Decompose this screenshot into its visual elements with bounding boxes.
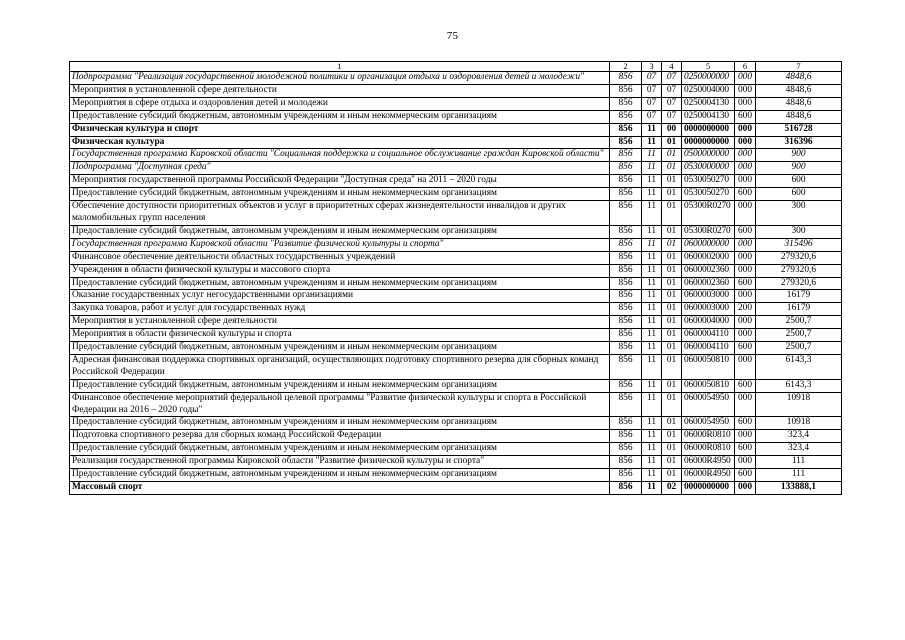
table-row xyxy=(70,354,842,379)
section-code-cell: 11 xyxy=(642,392,662,417)
target-article-cell: 0250004130 xyxy=(682,97,735,110)
row-name-cell: Учреждения в области физической культуры и массового спорта xyxy=(70,264,610,277)
table-row xyxy=(70,303,842,316)
expense-type-cell: 600 xyxy=(735,379,756,392)
target-article-cell: 0600054950 xyxy=(682,392,735,417)
subsection-code-cell: 02 xyxy=(662,482,682,495)
row-name-cell: Мероприятия в сфере отдыха и оздоровления детей и молодежи xyxy=(70,97,610,110)
expense-type-cell: 600 xyxy=(735,342,756,355)
table-row xyxy=(70,149,842,162)
subsection-code-cell: 01 xyxy=(662,392,682,417)
ministry-code-cell: 856 xyxy=(610,149,642,162)
section-code-cell: 11 xyxy=(642,201,662,226)
expense-type-cell: 000 xyxy=(735,201,756,226)
target-article-cell: 0600050810 xyxy=(682,379,735,392)
table-row xyxy=(70,456,842,469)
ministry-code-cell: 856 xyxy=(610,456,642,469)
target-article-cell: 06000R4950 xyxy=(682,469,735,482)
column-header: 7 xyxy=(756,62,842,72)
row-name-cell: Государственная программа Кировской области "Развитие физической культуры и спорта" xyxy=(70,238,610,251)
row-name-cell: Предоставление субсидий бюджетным, автономным учреждениям и иным некоммерческим организациям xyxy=(70,379,610,392)
section-code-cell: 11 xyxy=(642,443,662,456)
section-code-cell: 11 xyxy=(642,225,662,238)
table-row xyxy=(70,97,842,110)
row-name-cell: Мероприятия в области физической культуры и спорта xyxy=(70,329,610,342)
expense-type-cell: 000 xyxy=(735,482,756,495)
table-row xyxy=(70,469,842,482)
column-header: 6 xyxy=(735,62,756,72)
amount-cell: 600 xyxy=(756,188,842,201)
column-header: 2 xyxy=(610,62,642,72)
section-code-cell: 11 xyxy=(642,277,662,290)
row-name-cell: Закупка товаров, работ и услуг для государственных нужд xyxy=(70,303,610,316)
section-code-cell: 11 xyxy=(642,303,662,316)
target-article-cell: 06000R0810 xyxy=(682,443,735,456)
ministry-code-cell: 856 xyxy=(610,162,642,175)
table-row xyxy=(70,238,842,251)
table-row xyxy=(70,290,842,303)
row-name-cell: Реализация государственной программы Кировской области "Развитие физической культуры и спорта" xyxy=(70,456,610,469)
amount-cell: 323,4 xyxy=(756,443,842,456)
row-name-cell: Предоставление субсидий бюджетным, автономным учреждениям и иным некоммерческим организациям xyxy=(70,188,610,201)
row-name-cell: Подготовка спортивного резерва для сборных команд Российской Федерации xyxy=(70,430,610,443)
ministry-code-cell: 856 xyxy=(610,417,642,430)
amount-cell: 6143,3 xyxy=(756,354,842,379)
table-row xyxy=(70,379,842,392)
expense-type-cell: 600 xyxy=(735,225,756,238)
subsection-code-cell: 07 xyxy=(662,84,682,97)
expense-type-cell: 000 xyxy=(735,149,756,162)
section-code-cell: 11 xyxy=(642,162,662,175)
subsection-code-cell: 01 xyxy=(662,201,682,226)
amount-cell: 900 xyxy=(756,162,842,175)
amount-cell: 16179 xyxy=(756,290,842,303)
section-code-cell: 11 xyxy=(642,417,662,430)
row-name-cell: Предоставление субсидий бюджетным, автономным учреждениям и иным некоммерческим организациям xyxy=(70,443,610,456)
expense-type-cell: 000 xyxy=(735,329,756,342)
section-code-cell: 07 xyxy=(642,110,662,123)
expense-type-cell: 600 xyxy=(735,443,756,456)
ministry-code-cell: 856 xyxy=(610,303,642,316)
ministry-code-cell: 856 xyxy=(610,482,642,495)
section-code-cell: 07 xyxy=(642,84,662,97)
table-row xyxy=(70,417,842,430)
column-header: 3 xyxy=(642,62,662,72)
target-article-cell: 0600004110 xyxy=(682,329,735,342)
subsection-code-cell: 01 xyxy=(662,469,682,482)
amount-cell: 2500,7 xyxy=(756,316,842,329)
subsection-code-cell: 01 xyxy=(662,456,682,469)
target-article-cell: 0530050270 xyxy=(682,175,735,188)
section-code-cell: 11 xyxy=(642,290,662,303)
table-row xyxy=(70,277,842,290)
amount-cell: 300 xyxy=(756,225,842,238)
page-number: 75 xyxy=(446,30,459,42)
subsection-code-cell: 01 xyxy=(662,379,682,392)
subsection-code-cell: 01 xyxy=(662,417,682,430)
table-row xyxy=(70,188,842,201)
row-name-cell: Мероприятия государственной программы Российской Федерации "Доступная среда" на 2011 – 2020 годы xyxy=(70,175,610,188)
section-code-cell: 11 xyxy=(642,251,662,264)
ministry-code-cell: 856 xyxy=(610,72,642,85)
column-header: 4 xyxy=(662,62,682,72)
subsection-code-cell: 01 xyxy=(662,303,682,316)
subsection-code-cell: 07 xyxy=(662,97,682,110)
row-name-cell: Подпрограмма "Доступная среда" xyxy=(70,162,610,175)
expense-type-cell: 000 xyxy=(735,175,756,188)
table-row xyxy=(70,175,842,188)
section-code-cell: 11 xyxy=(642,264,662,277)
section-code-cell: 11 xyxy=(642,188,662,201)
target-article-cell: 0530050270 xyxy=(682,188,735,201)
row-name-cell: Физическая культура xyxy=(70,136,610,149)
expense-type-cell: 000 xyxy=(735,430,756,443)
amount-cell: 900 xyxy=(756,149,842,162)
ministry-code-cell: 856 xyxy=(610,238,642,251)
table-row xyxy=(70,482,842,495)
amount-cell: 6143,3 xyxy=(756,379,842,392)
ministry-code-cell: 856 xyxy=(610,430,642,443)
subsection-code-cell: 01 xyxy=(662,149,682,162)
ministry-code-cell: 856 xyxy=(610,84,642,97)
table-row xyxy=(70,329,842,342)
expense-type-cell: 000 xyxy=(735,97,756,110)
subsection-code-cell: 01 xyxy=(662,264,682,277)
amount-cell: 300 xyxy=(756,201,842,226)
subsection-code-cell: 01 xyxy=(662,342,682,355)
table-row xyxy=(70,84,842,97)
amount-cell: 323,4 xyxy=(756,430,842,443)
target-article-cell: 05300R0270 xyxy=(682,225,735,238)
table-row xyxy=(70,72,842,85)
expense-type-cell: 000 xyxy=(735,316,756,329)
ministry-code-cell: 856 xyxy=(610,277,642,290)
target-article-cell: 0500000000 xyxy=(682,149,735,162)
row-name-cell: Оказание государственных услуг негосударственными организациями xyxy=(70,290,610,303)
amount-cell: 516728 xyxy=(756,123,842,136)
section-code-cell: 11 xyxy=(642,238,662,251)
table-row xyxy=(70,201,842,226)
row-name-cell: Физическая культура и спорт xyxy=(70,123,610,136)
expense-type-cell: 000 xyxy=(735,264,756,277)
amount-cell: 4848,6 xyxy=(756,110,842,123)
ministry-code-cell: 856 xyxy=(610,264,642,277)
row-name-cell: Финансовое обеспечение деятельности областных государственных учреждений xyxy=(70,251,610,264)
subsection-code-cell: 01 xyxy=(662,430,682,443)
amount-cell: 279320,6 xyxy=(756,264,842,277)
section-code-cell: 11 xyxy=(642,136,662,149)
column-header: 5 xyxy=(682,62,735,72)
target-article-cell: 0600002000 xyxy=(682,251,735,264)
table-row xyxy=(70,251,842,264)
subsection-code-cell: 07 xyxy=(662,110,682,123)
table-row xyxy=(70,443,842,456)
amount-cell: 111 xyxy=(756,469,842,482)
amount-cell: 10918 xyxy=(756,392,842,417)
section-code-cell: 11 xyxy=(642,469,662,482)
section-code-cell: 11 xyxy=(642,379,662,392)
ministry-code-cell: 856 xyxy=(610,123,642,136)
table-row xyxy=(70,316,842,329)
ministry-code-cell: 856 xyxy=(610,97,642,110)
expense-type-cell: 000 xyxy=(735,162,756,175)
target-article-cell: 0600054950 xyxy=(682,417,735,430)
subsection-code-cell: 01 xyxy=(662,175,682,188)
amount-cell: 316396 xyxy=(756,136,842,149)
amount-cell: 16179 xyxy=(756,303,842,316)
ministry-code-cell: 856 xyxy=(610,110,642,123)
target-article-cell: 0600050810 xyxy=(682,354,735,379)
subsection-code-cell: 01 xyxy=(662,162,682,175)
ministry-code-cell: 856 xyxy=(610,251,642,264)
expense-type-cell: 000 xyxy=(735,136,756,149)
column-header: 1 xyxy=(70,62,610,72)
target-article-cell: 0000000000 xyxy=(682,123,735,136)
section-code-cell: 11 xyxy=(642,316,662,329)
target-article-cell: 0600004110 xyxy=(682,342,735,355)
table-row xyxy=(70,264,842,277)
amount-cell: 279320,6 xyxy=(756,277,842,290)
row-name-cell: Финансовое обеспечение мероприятий федеральной целевой программы "Развитие физической культуры и спорта в Российской Федерации на 2016 – 2020 годы" xyxy=(70,392,610,417)
table-row xyxy=(70,123,842,136)
amount-cell: 2500,7 xyxy=(756,329,842,342)
row-name-cell: Предоставление субсидий бюджетным, автономным учреждениям и иным некоммерческим организациям xyxy=(70,342,610,355)
row-name-cell: Массовый спорт xyxy=(70,482,610,495)
section-code-cell: 11 xyxy=(642,149,662,162)
ministry-code-cell: 856 xyxy=(610,175,642,188)
target-article-cell: 0250004130 xyxy=(682,110,735,123)
section-code-cell: 11 xyxy=(642,430,662,443)
row-name-cell: Предоставление субсидий бюджетным, автономным учреждениям и иным некоммерческим организациям xyxy=(70,110,610,123)
ministry-code-cell: 856 xyxy=(610,201,642,226)
section-code-cell: 11 xyxy=(642,456,662,469)
target-article-cell: 0250004000 xyxy=(682,84,735,97)
target-article-cell: 0600002360 xyxy=(682,264,735,277)
amount-cell: 600 xyxy=(756,175,842,188)
expense-type-cell: 000 xyxy=(735,238,756,251)
expense-type-cell: 000 xyxy=(735,290,756,303)
target-article-cell: 0000000000 xyxy=(682,136,735,149)
section-code-cell: 11 xyxy=(642,175,662,188)
target-article-cell: 06000R4950 xyxy=(682,456,735,469)
table-body xyxy=(70,62,842,495)
target-article-cell: 0600000000 xyxy=(682,238,735,251)
row-name-cell: Подпрограмма "Реализация государственной молодежной политики и организация отдыха и оздоровления детей и молодежи" xyxy=(70,72,610,85)
subsection-code-cell: 01 xyxy=(662,251,682,264)
amount-cell: 4848,6 xyxy=(756,72,842,85)
ministry-code-cell: 856 xyxy=(610,225,642,238)
amount-cell: 133888,1 xyxy=(756,482,842,495)
expense-type-cell: 000 xyxy=(735,251,756,264)
ministry-code-cell: 856 xyxy=(610,392,642,417)
subsection-code-cell: 01 xyxy=(662,277,682,290)
amount-cell: 279320,6 xyxy=(756,251,842,264)
amount-cell: 10918 xyxy=(756,417,842,430)
subsection-code-cell: 01 xyxy=(662,443,682,456)
expense-type-cell: 600 xyxy=(735,277,756,290)
subsection-code-cell: 01 xyxy=(662,136,682,149)
row-name-cell: Предоставление субсидий бюджетным, автономным учреждениям и иным некоммерческим организациям xyxy=(70,469,610,482)
expense-type-cell: 000 xyxy=(735,84,756,97)
ministry-code-cell: 856 xyxy=(610,342,642,355)
table-row xyxy=(70,162,842,175)
amount-cell: 4848,6 xyxy=(756,97,842,110)
subsection-code-cell: 01 xyxy=(662,354,682,379)
section-code-cell: 11 xyxy=(642,354,662,379)
column-header-row xyxy=(70,62,842,72)
target-article-cell: 0000000000 xyxy=(682,482,735,495)
row-name-cell: Мероприятия в установленной сфере деятельности xyxy=(70,316,610,329)
subsection-code-cell: 01 xyxy=(662,290,682,303)
expense-type-cell: 000 xyxy=(735,354,756,379)
target-article-cell: 0600003000 xyxy=(682,290,735,303)
amount-cell: 315496 xyxy=(756,238,842,251)
expense-type-cell: 600 xyxy=(735,417,756,430)
expense-type-cell: 600 xyxy=(735,110,756,123)
table-row xyxy=(70,392,842,417)
amount-cell: 2500,7 xyxy=(756,342,842,355)
table-row xyxy=(70,110,842,123)
amount-cell: 111 xyxy=(756,456,842,469)
ministry-code-cell: 856 xyxy=(610,469,642,482)
target-article-cell: 0530000000 xyxy=(682,162,735,175)
ministry-code-cell: 856 xyxy=(610,188,642,201)
expense-type-cell: 000 xyxy=(735,123,756,136)
row-name-cell: Предоставление субсидий бюджетным, автономным учреждениям и иным некоммерческим организациям xyxy=(70,417,610,430)
row-name-cell: Государственная программа Кировской области "Социальная поддержка и социальное обслуживание граждан Кировской области" xyxy=(70,149,610,162)
ministry-code-cell: 856 xyxy=(610,354,642,379)
ministry-code-cell: 856 xyxy=(610,443,642,456)
expense-type-cell: 000 xyxy=(735,456,756,469)
subsection-code-cell: 01 xyxy=(662,238,682,251)
row-name-cell: Мероприятия в установленной сфере деятельности xyxy=(70,84,610,97)
row-name-cell: Предоставление субсидий бюджетным, автономным учреждениям и иным некоммерческим организациям xyxy=(70,277,610,290)
section-code-cell: 11 xyxy=(642,123,662,136)
table-row xyxy=(70,136,842,149)
row-name-cell: Предоставление субсидий бюджетным, автономным учреждениям и иным некоммерческим организациям xyxy=(70,225,610,238)
subsection-code-cell: 01 xyxy=(662,329,682,342)
ministry-code-cell: 856 xyxy=(610,329,642,342)
target-article-cell: 0600004000 xyxy=(682,316,735,329)
section-code-cell: 07 xyxy=(642,72,662,85)
ministry-code-cell: 856 xyxy=(610,379,642,392)
section-code-cell: 11 xyxy=(642,342,662,355)
table-row xyxy=(70,342,842,355)
row-name-cell: Обеспечение доступности приоритетных объектов и услуг в приоритетных сферах жизнедеятельности инвалидов и других маломобильных групп населения xyxy=(70,201,610,226)
ministry-code-cell: 856 xyxy=(610,316,642,329)
budget-table xyxy=(69,61,842,495)
target-article-cell: 0250000000 xyxy=(682,72,735,85)
section-code-cell: 11 xyxy=(642,482,662,495)
target-article-cell: 06000R0810 xyxy=(682,430,735,443)
target-article-cell: 0600002360 xyxy=(682,277,735,290)
subsection-code-cell: 07 xyxy=(662,72,682,85)
subsection-code-cell: 01 xyxy=(662,316,682,329)
ministry-code-cell: 856 xyxy=(610,136,642,149)
target-article-cell: 0600003000 xyxy=(682,303,735,316)
subsection-code-cell: 00 xyxy=(662,123,682,136)
expense-type-cell: 600 xyxy=(735,188,756,201)
subsection-code-cell: 01 xyxy=(662,188,682,201)
section-code-cell: 11 xyxy=(642,329,662,342)
table-row xyxy=(70,430,842,443)
expense-type-cell: 000 xyxy=(735,392,756,417)
amount-cell: 4848,6 xyxy=(756,84,842,97)
table-row xyxy=(70,225,842,238)
expense-type-cell: 200 xyxy=(735,303,756,316)
subsection-code-cell: 01 xyxy=(662,225,682,238)
ministry-code-cell: 856 xyxy=(610,290,642,303)
expense-type-cell: 000 xyxy=(735,72,756,85)
section-code-cell: 07 xyxy=(642,97,662,110)
target-article-cell: 05300R0270 xyxy=(682,201,735,226)
row-name-cell: Адресная финансовая поддержка спортивных организаций, осуществляющих подготовку спортивного резерва для сборных команд Российской Федерации xyxy=(70,354,610,379)
expense-type-cell: 600 xyxy=(735,469,756,482)
